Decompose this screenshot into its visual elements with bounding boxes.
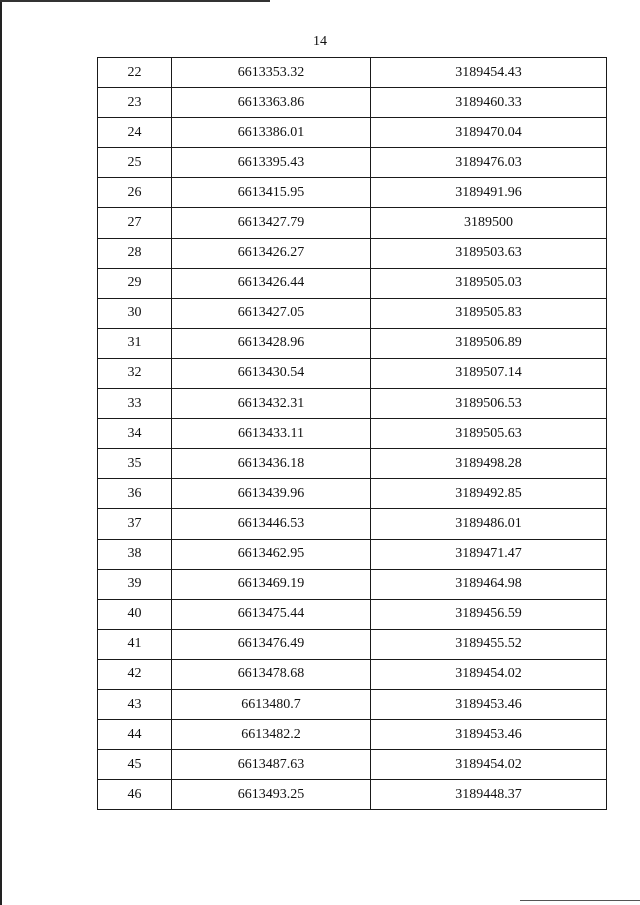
y-coordinate-cell: 3189453.46: [371, 720, 607, 750]
table-row: [98, 599, 607, 629]
point-number-cell: 36: [98, 479, 172, 509]
x-coordinate-cell: 6613469.19: [172, 569, 371, 599]
y-coordinate-cell: 3189454.02: [371, 659, 607, 689]
table-row: [98, 659, 607, 689]
table-row: [98, 629, 607, 659]
point-number-cell: 34: [98, 419, 172, 449]
point-number-cell: 37: [98, 509, 172, 539]
x-coordinate-cell: 6613436.18: [172, 449, 371, 479]
x-coordinate-cell: 6613432.31: [172, 389, 371, 419]
table-row: [98, 358, 607, 388]
table-row: [98, 58, 607, 88]
y-coordinate-cell: 3189503.63: [371, 238, 607, 268]
point-number-cell: 27: [98, 208, 172, 238]
x-coordinate-cell: 6613462.95: [172, 539, 371, 569]
point-number-cell: 22: [98, 58, 172, 88]
table-row: [98, 720, 607, 750]
x-coordinate-cell: 6613415.95: [172, 178, 371, 208]
point-number-cell: 44: [98, 720, 172, 750]
y-coordinate-cell: 3189456.59: [371, 599, 607, 629]
point-number-cell: 24: [98, 118, 172, 148]
point-number-cell: 39: [98, 569, 172, 599]
point-number-cell: 23: [98, 88, 172, 118]
point-number-cell: 30: [98, 298, 172, 328]
page-number: 14: [313, 34, 327, 49]
x-coordinate-cell: 6613439.96: [172, 479, 371, 509]
scan-edge-left: [0, 0, 2, 905]
scan-edge-bottom: [520, 900, 640, 901]
x-coordinate-cell: 6613428.96: [172, 328, 371, 358]
x-coordinate-cell: 6613476.49: [172, 629, 371, 659]
table-row: [98, 389, 607, 419]
x-coordinate-cell: 6613487.63: [172, 750, 371, 780]
x-coordinate-cell: 6613395.43: [172, 148, 371, 178]
table-row: [98, 569, 607, 599]
x-coordinate-cell: 6613480.7: [172, 689, 371, 719]
table-row: [98, 689, 607, 719]
y-coordinate-cell: 3189460.33: [371, 88, 607, 118]
table-row: [98, 208, 607, 238]
table-row: [98, 268, 607, 298]
x-coordinate-cell: 6613430.54: [172, 358, 371, 388]
x-coordinate-cell: 6613426.27: [172, 238, 371, 268]
table-row: [98, 118, 607, 148]
x-coordinate-cell: 6613478.68: [172, 659, 371, 689]
x-coordinate-cell: 6613482.2: [172, 720, 371, 750]
point-number-cell: 29: [98, 268, 172, 298]
point-number-cell: 43: [98, 689, 172, 719]
y-coordinate-cell: 3189471.47: [371, 539, 607, 569]
point-number-cell: 38: [98, 539, 172, 569]
table-row: [98, 148, 607, 178]
point-number-cell: 41: [98, 629, 172, 659]
x-coordinate-cell: 6613493.25: [172, 780, 371, 810]
y-coordinate-cell: 3189476.03: [371, 148, 607, 178]
table-row: [98, 88, 607, 118]
point-number-cell: 35: [98, 449, 172, 479]
table-row: [98, 750, 607, 780]
x-coordinate-cell: 6613363.86: [172, 88, 371, 118]
table-row: [98, 238, 607, 268]
x-coordinate-cell: 6613433.11: [172, 419, 371, 449]
y-coordinate-cell: 3189470.04: [371, 118, 607, 148]
table-row: [98, 509, 607, 539]
y-coordinate-cell: 3189505.83: [371, 298, 607, 328]
y-coordinate-cell: 3189507.14: [371, 358, 607, 388]
table-row: [98, 539, 607, 569]
x-coordinate-cell: 6613446.53: [172, 509, 371, 539]
point-number-cell: 26: [98, 178, 172, 208]
table-row: [98, 449, 607, 479]
table-row: [98, 328, 607, 358]
x-coordinate-cell: 6613427.79: [172, 208, 371, 238]
coordinates-table-body: [98, 58, 607, 810]
table-row: [98, 479, 607, 509]
point-number-cell: 31: [98, 328, 172, 358]
point-number-cell: 32: [98, 358, 172, 388]
y-coordinate-cell: 3189505.63: [371, 419, 607, 449]
x-coordinate-cell: 6613427.05: [172, 298, 371, 328]
y-coordinate-cell: 3189492.85: [371, 479, 607, 509]
point-number-cell: 42: [98, 659, 172, 689]
y-coordinate-cell: 3189453.46: [371, 689, 607, 719]
y-coordinate-cell: 3189491.96: [371, 178, 607, 208]
table-row: [98, 178, 607, 208]
y-coordinate-cell: 3189506.53: [371, 389, 607, 419]
x-coordinate-cell: 6613353.32: [172, 58, 371, 88]
y-coordinate-cell: 3189505.03: [371, 268, 607, 298]
point-number-cell: 45: [98, 750, 172, 780]
y-coordinate-cell: 3189454.02: [371, 750, 607, 780]
point-number-cell: 28: [98, 238, 172, 268]
table-row: [98, 419, 607, 449]
y-coordinate-cell: 3189500: [371, 208, 607, 238]
coordinates-table: [97, 57, 607, 810]
x-coordinate-cell: 6613475.44: [172, 599, 371, 629]
y-coordinate-cell: 3189498.28: [371, 449, 607, 479]
point-number-cell: 40: [98, 599, 172, 629]
y-coordinate-cell: 3189454.43: [371, 58, 607, 88]
point-number-cell: 25: [98, 148, 172, 178]
y-coordinate-cell: 3189455.52: [371, 629, 607, 659]
x-coordinate-cell: 6613386.01: [172, 118, 371, 148]
table-row: [98, 780, 607, 810]
x-coordinate-cell: 6613426.44: [172, 268, 371, 298]
y-coordinate-cell: 3189486.01: [371, 509, 607, 539]
y-coordinate-cell: 3189464.98: [371, 569, 607, 599]
table-row: [98, 298, 607, 328]
point-number-cell: 33: [98, 389, 172, 419]
y-coordinate-cell: 3189506.89: [371, 328, 607, 358]
scan-edge-top: [0, 0, 270, 2]
y-coordinate-cell: 3189448.37: [371, 780, 607, 810]
point-number-cell: 46: [98, 780, 172, 810]
